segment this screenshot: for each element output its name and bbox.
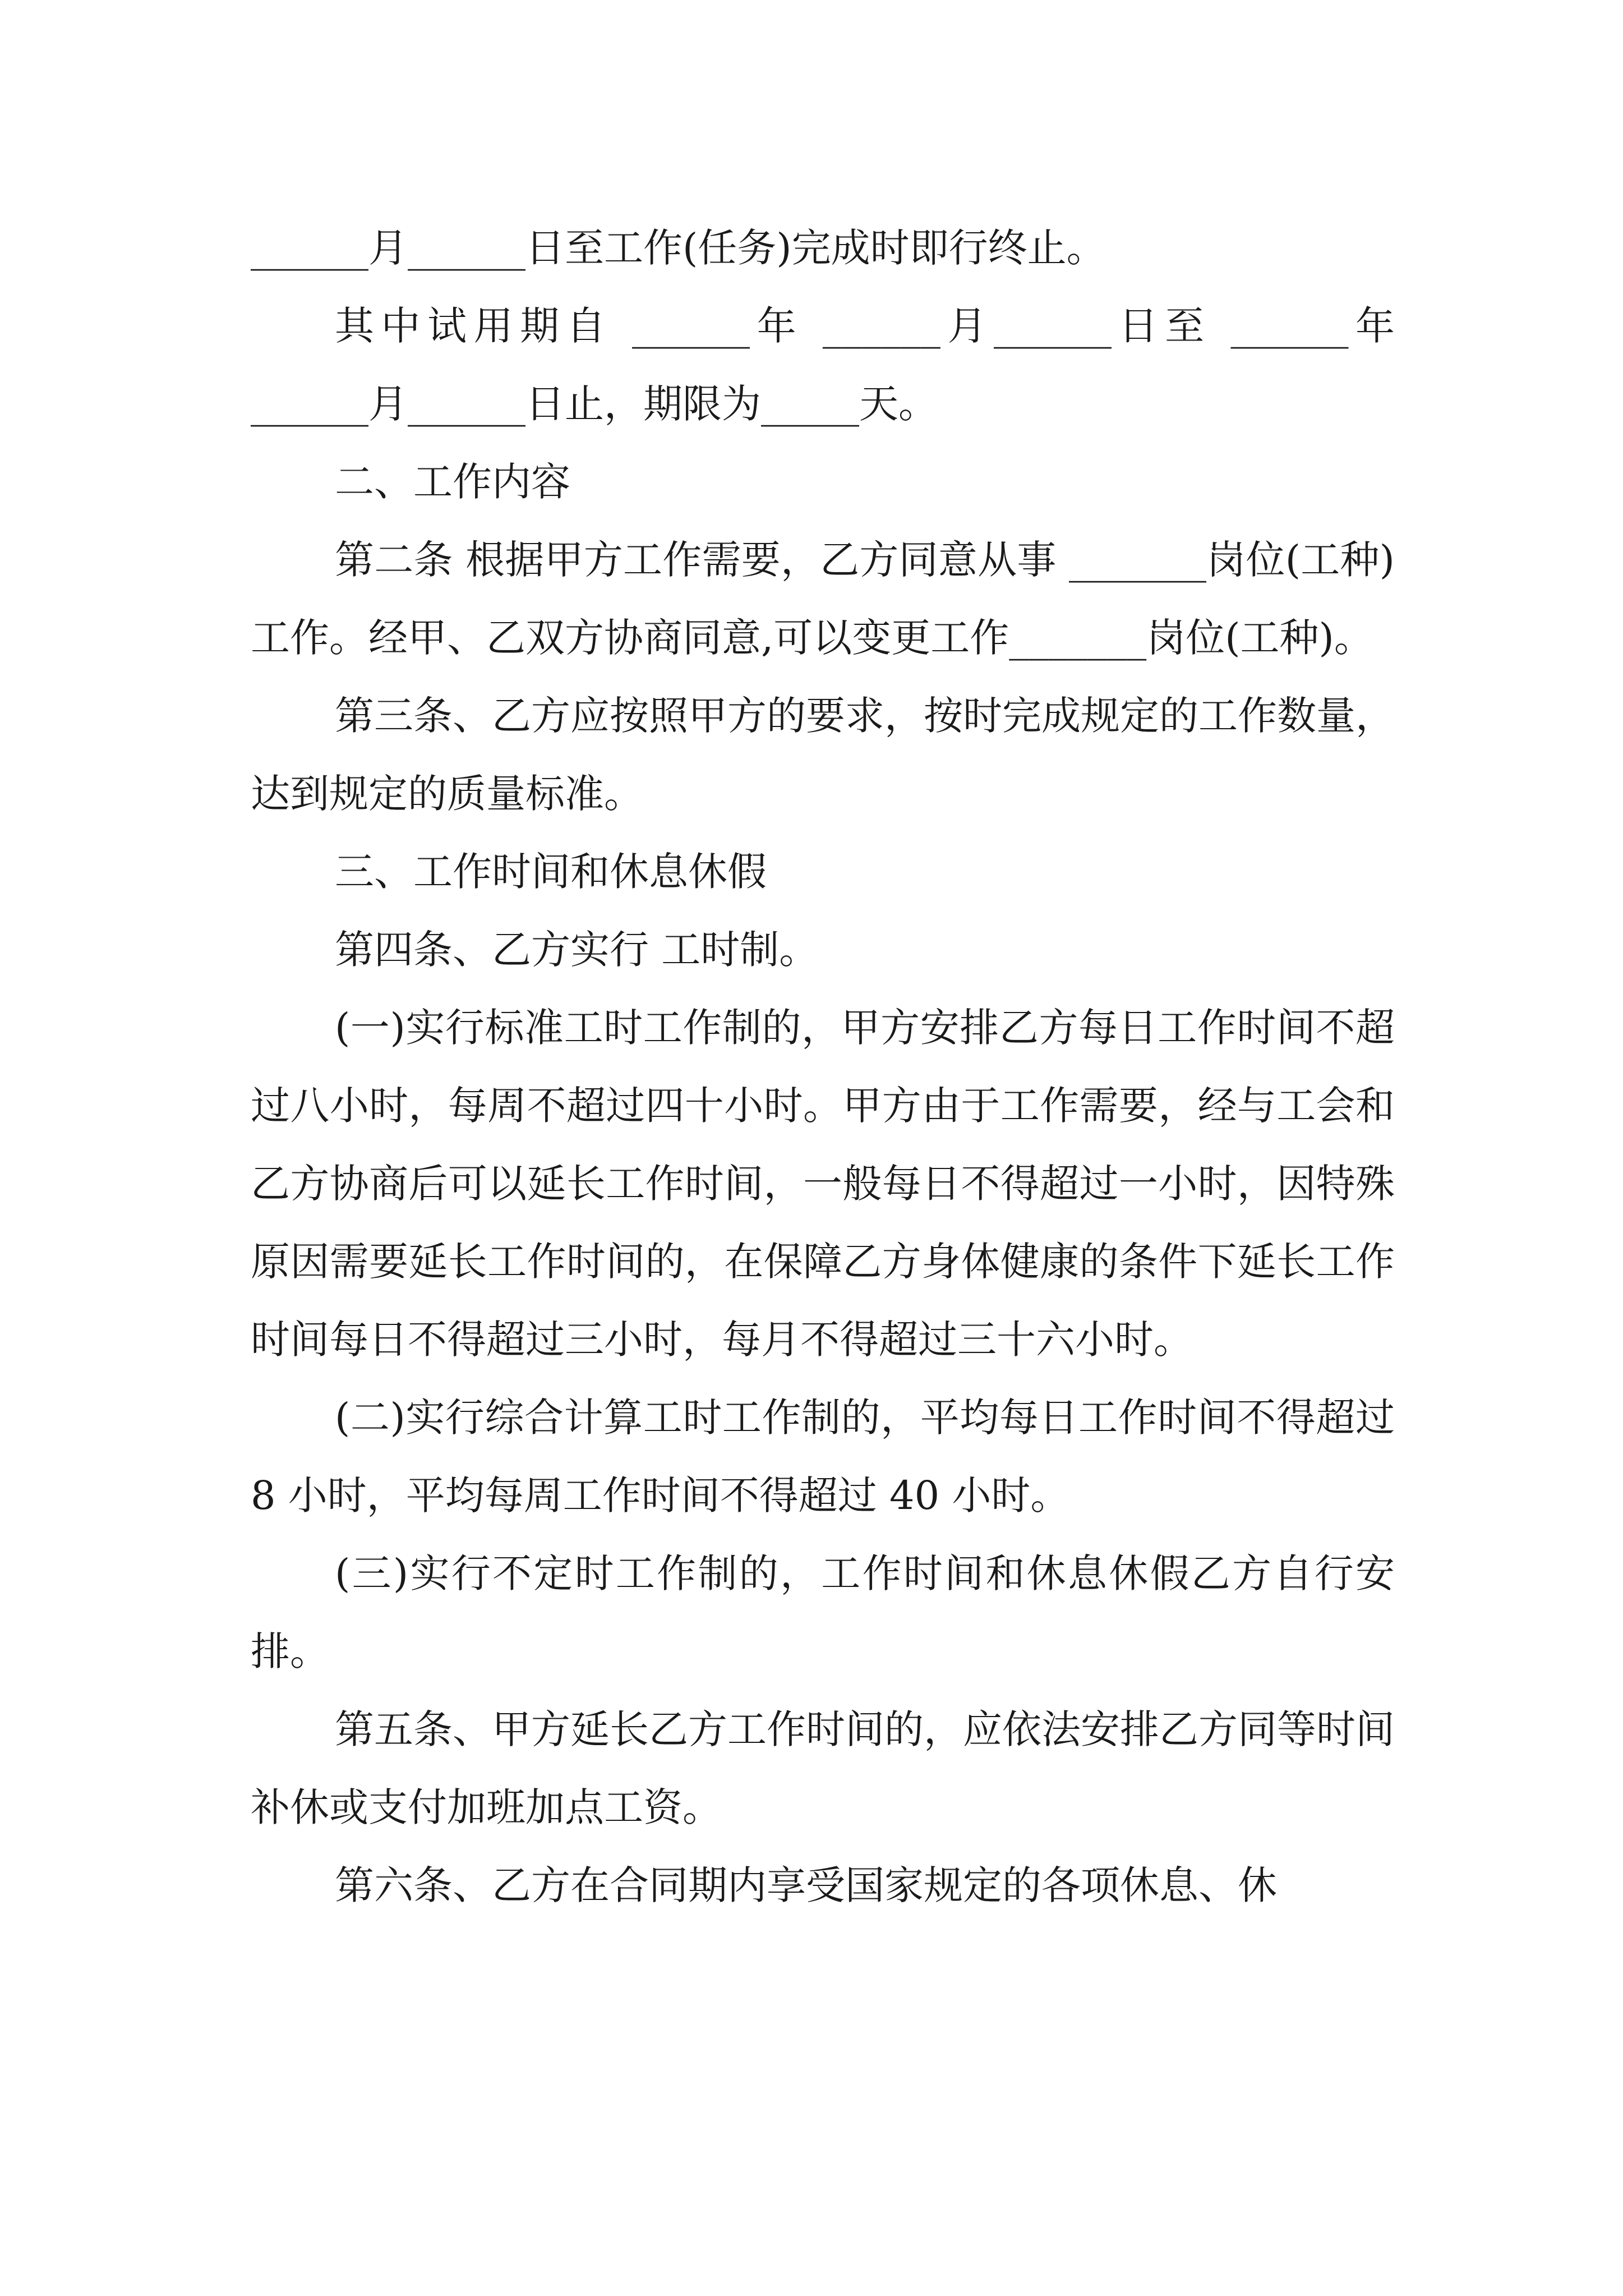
paragraph-probation-period: 其中试用期自 ______年 ______月______日至 ______年 ______月______日止，期限为_____天。 [251, 303, 1408, 427]
article-5: 第五条、甲方延长乙方工作时间的，应依法安排乙方同等时间补休或支付加班加点工资。 [251, 1706, 1395, 1830]
article-4-item-3: (三)实行不定时工作制的，工作时间和休息休假乙方自行安排。 [251, 1550, 1395, 1674]
article-4-item-2: (二)实行综合计算工时工作制的，平均每日工作时间不得超过 8 小时，平均每周工作时间不得超过 40 小时。 [251, 1395, 1408, 1519]
section-heading-work-content: 二、工作内容 [335, 459, 570, 505]
section-heading-work-hours: 三、工作时间和休息休假 [335, 849, 767, 895]
paragraph-term-end: ______月______日至工作(任务)完成时即行终止。 [251, 225, 1106, 271]
article-2: 第二条 根据甲方工作需要，乙方同意从事 _______岗位(工种)工作。经甲、乙双方协商同意,可以变更工作_______岗位(工种)。 [251, 537, 1395, 661]
article-3: 第三条、乙方应按照甲方的要求，按时完成规定的工作数量，达到规定的质量标准。 [251, 693, 1395, 817]
article-4-item-1: (一)实行标准工时工作制的，甲方安排乙方每日工作时间不超过八小时，每周不超过四十小时。甲方由于工作需要，经与工会和乙方协商后可以延长工作时间，一般每日不得超过一小时，因特殊原因需要延长工作时间的，在保障乙方身体健康的条件下延长工作时间每日不得超过三小时，每月不得超过三十六小时。 [251, 1005, 1395, 1363]
article-4: 第四条、乙方实行 工时制。 [335, 927, 819, 973]
article-6: 第六条、乙方在合同期内享受国家规定的各项休息、休 [335, 1862, 1277, 1908]
document-body [251, 209, 1408, 1925]
